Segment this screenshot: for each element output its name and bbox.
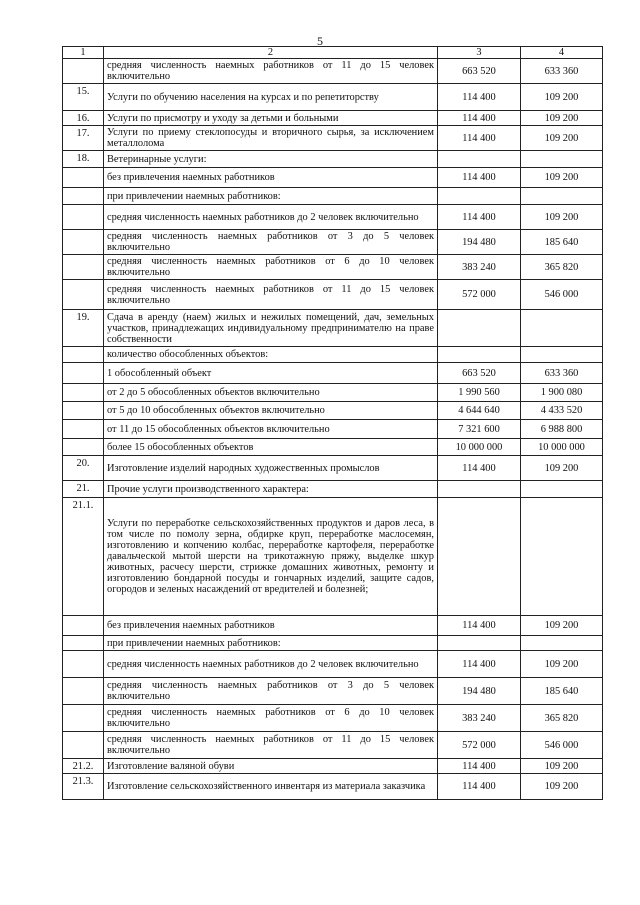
rate-value-col4: 1 900 080 [521,384,603,402]
row-description: Изготовление изделий народных художественных промыслов [104,456,438,481]
rate-value-col3 [438,481,521,498]
rate-value-col3: 114 400 [438,759,521,774]
table-row [63,84,603,111]
rate-value-col3: 7 321 600 [438,420,521,439]
table-row [63,59,603,84]
rate-value-col3: 114 400 [438,616,521,636]
rate-value-col3: 114 400 [438,111,521,126]
row-description: 1 обособленный объект [104,363,438,384]
row-number: 21.2. [63,759,104,774]
table-row [63,439,603,456]
row-description: при привлечении наемных работников: [104,188,438,205]
row-number [63,420,104,439]
rate-value-col3: 4 644 640 [438,402,521,420]
row-number: 20. [63,456,104,481]
table-row [63,384,603,402]
row-number [63,347,104,363]
rate-value-col4: 546 000 [521,280,603,310]
rate-value-col3: 10 000 000 [438,439,521,456]
rate-value-col4 [521,151,603,168]
row-description: Прочие услуги производственного характера: [104,481,438,498]
rate-value-col3: 114 400 [438,126,521,151]
rate-value-col4: 185 640 [521,230,603,255]
rate-value-col4: 109 200 [521,651,603,678]
table-row [63,126,603,151]
table-row [63,456,603,481]
row-number [63,188,104,205]
table-header-row [63,47,603,59]
row-number [63,363,104,384]
row-description: Услуги по переработке сельскохозяйственных продуктов и даров леса, в том числе по помолу зерна, обдирке круп, переработке маслосемян, изготовлению и копчению колбас, переработке картофеля, переработке давальческой мытой шерсти на трикотажную пряжу, выделке шкур животных, расчесу шерсти, стрижке домашних животных, ремонту и изготовлению бондарной посуды и гончарных изделий, защите садов, огородов и зеленых насаждений от вредителей и болезней; [104,498,438,616]
table-row [63,420,603,439]
row-description: при привлечении наемных работников: [104,636,438,651]
rate-value-col4: 10 000 000 [521,439,603,456]
row-description: средняя численность наемных работников до 2 человек включительно [104,205,438,230]
rate-value-col3 [438,151,521,168]
rate-value-col4: 633 360 [521,363,603,384]
row-number: 21. [63,481,104,498]
row-number [63,230,104,255]
row-number: 21.3. [63,774,104,800]
rate-value-col4: 109 200 [521,168,603,188]
rate-value-col4: 109 200 [521,456,603,481]
row-number [63,636,104,651]
page-number: 5 [317,34,323,48]
rate-value-col3 [438,188,521,205]
row-description: средняя численность наемных работников от 11 до 15 человек включительно [104,59,438,84]
row-number [63,678,104,705]
row-description: без привлечения наемных работников [104,616,438,636]
rate-value-col3: 114 400 [438,84,521,111]
row-number: 18. [63,151,104,168]
table-row [63,732,603,759]
rate-value-col3: 572 000 [438,732,521,759]
rate-value-col4: 109 200 [521,126,603,151]
row-description: средняя численность наемных работников от 11 до 15 человек включительно [104,280,438,310]
rate-value-col4 [521,498,603,616]
rate-value-col3: 383 240 [438,255,521,280]
rate-value-col3: 663 520 [438,59,521,84]
rate-value-col4: 6 988 800 [521,420,603,439]
column-header-2: 2 [104,47,438,59]
rate-value-col3: 114 400 [438,774,521,800]
rate-value-col3: 114 400 [438,456,521,481]
row-number [63,59,104,84]
rate-value-col4: 4 433 520 [521,402,603,420]
tax-rate-table [62,46,603,800]
table-row [63,759,603,774]
table-row [63,678,603,705]
rate-value-col3: 114 400 [438,168,521,188]
row-description: средняя численность наемных работников от 6 до 10 человек включительно [104,255,438,280]
row-description: Услуги по присмотру и уходу за детьми и больными [104,111,438,126]
rate-value-col4: 109 200 [521,205,603,230]
row-description: без привлечения наемных работников [104,168,438,188]
table-row [63,111,603,126]
rate-value-col4: 365 820 [521,705,603,732]
rate-value-col3: 194 480 [438,678,521,705]
table-row [63,205,603,230]
table-row [63,310,603,347]
rate-value-col4: 633 360 [521,59,603,84]
row-description: средняя численность наемных работников от 11 до 15 человек включительно [104,732,438,759]
rate-value-col4: 109 200 [521,616,603,636]
rate-value-col3 [438,347,521,363]
column-header-4: 4 [521,47,603,59]
rate-value-col3: 663 520 [438,363,521,384]
rate-value-col4 [521,188,603,205]
rate-value-col4 [521,481,603,498]
rate-value-col3: 194 480 [438,230,521,255]
row-number [63,168,104,188]
table-row [63,705,603,732]
rate-value-col3 [438,498,521,616]
rate-value-col3: 572 000 [438,280,521,310]
table-row [63,280,603,310]
column-header-1: 1 [63,47,104,59]
row-number [63,402,104,420]
row-number [63,651,104,678]
rate-value-col3: 383 240 [438,705,521,732]
row-number: 19. [63,310,104,347]
row-description: от 11 до 15 обособленных объектов включительно [104,420,438,439]
row-description: средняя численность наемных работников от 6 до 10 человек включительно [104,705,438,732]
table-row [63,347,603,363]
row-number [63,255,104,280]
table-row [63,774,603,800]
rate-value-col3 [438,636,521,651]
row-description: от 5 до 10 обособленных объектов включительно [104,402,438,420]
row-description: Сдача в аренду (наем) жилых и нежилых помещений, дач, земельных участков, принадлежащих индивидуальному предпринимателю на праве собственности [104,310,438,347]
row-description: средняя численность наемных работников от 3 до 5 человек включительно [104,678,438,705]
row-description: Изготовление валяной обуви [104,759,438,774]
column-header-3: 3 [438,47,521,59]
rate-value-col4: 546 000 [521,732,603,759]
row-number [63,280,104,310]
row-description: Ветеринарные услуги: [104,151,438,168]
rate-value-col4 [521,636,603,651]
row-number: 21.1. [63,498,104,616]
table-row [63,151,603,168]
rate-value-col4: 109 200 [521,111,603,126]
row-number [63,732,104,759]
rate-value-col4 [521,310,603,347]
row-number [63,616,104,636]
table-row [63,255,603,280]
row-description: Изготовление сельскохозяйственного инвентаря из материала заказчика [104,774,438,800]
row-number: 17. [63,126,104,151]
table-row [63,230,603,255]
rate-value-col3: 114 400 [438,651,521,678]
row-number [63,439,104,456]
rate-value-col3: 114 400 [438,205,521,230]
table-row [63,168,603,188]
table-row [63,616,603,636]
row-number: 16. [63,111,104,126]
table-row [63,481,603,498]
row-number: 15. [63,84,104,111]
table-row [63,636,603,651]
rate-value-col4 [521,347,603,363]
rate-value-col4: 109 200 [521,84,603,111]
table-row [63,188,603,205]
table-row [63,402,603,420]
table-row [63,651,603,678]
rate-value-col4: 109 200 [521,759,603,774]
rate-value-col4: 365 820 [521,255,603,280]
row-description: количество обособленных объектов: [104,347,438,363]
row-description: средняя численность наемных работников от 3 до 5 человек включительно [104,230,438,255]
rate-value-col3: 1 990 560 [438,384,521,402]
row-description: средняя численность наемных работников до 2 человек включительно [104,651,438,678]
table-row [63,363,603,384]
rate-value-col3 [438,310,521,347]
table-body [63,59,603,800]
row-description: от 2 до 5 обособленных объектов включительно [104,384,438,402]
row-description: Услуги по приему стеклопосуды и вторичного сырья, за исключением металлолома [104,126,438,151]
rate-value-col4: 185 640 [521,678,603,705]
row-number [63,705,104,732]
row-number [63,205,104,230]
row-description: Услуги по обучению населения на курсах и по репетиторству [104,84,438,111]
row-description: более 15 обособленных объектов [104,439,438,456]
table-row [63,498,603,616]
row-number [63,384,104,402]
rate-value-col4: 109 200 [521,774,603,800]
